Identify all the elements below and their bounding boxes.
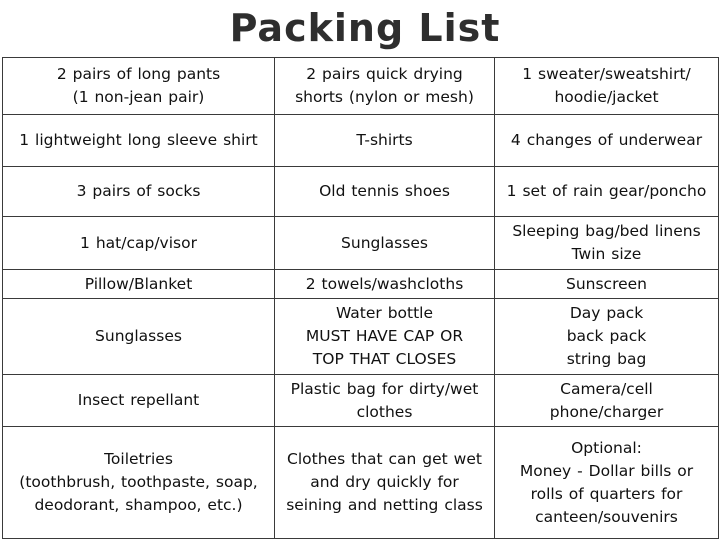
- cell-line: shorts (nylon or mesh): [295, 88, 474, 106]
- table-row: [3, 270, 719, 299]
- table-cell: [275, 58, 495, 115]
- cell-line: Pillow/Blanket: [84, 274, 193, 293]
- cell-line: hoodie/jacket: [554, 88, 659, 106]
- cell-line: canteen/souvenirs: [535, 507, 678, 526]
- cell-line: T-shirts: [356, 131, 413, 149]
- table-row: [3, 299, 719, 375]
- table-cell: [3, 115, 275, 167]
- page-title: [0, 6, 720, 50]
- cell-line: Optional:: [571, 438, 642, 457]
- cell-line: (toothbrush, toothpaste, soap,: [19, 473, 258, 491]
- table-cell: [275, 115, 495, 167]
- table-cell: [495, 270, 719, 299]
- table-row: [3, 115, 719, 167]
- packing-list-body: [3, 58, 719, 539]
- table-cell: [3, 217, 275, 270]
- cell-line: 1 sweater/sweatshirt/: [522, 65, 691, 83]
- cell-line: 4 changes of underwear: [510, 131, 703, 149]
- table-cell: [495, 427, 719, 539]
- table-cell: [275, 217, 495, 270]
- packing-list-table: [2, 57, 719, 539]
- table-cell: [495, 115, 719, 167]
- cell-line: phone/charger: [549, 402, 664, 421]
- cell-line: Water bottle: [335, 304, 434, 322]
- cell-line: Day pack: [569, 304, 644, 322]
- table-cell: [3, 427, 275, 539]
- cell-line: Sunglasses: [341, 233, 428, 252]
- cell-line: seining and netting class: [286, 496, 483, 514]
- table-cell: [275, 299, 495, 375]
- table-cell: [495, 217, 719, 270]
- table-cell: [495, 167, 719, 217]
- table-row: [3, 427, 719, 539]
- cell-line: Twin size: [571, 245, 642, 263]
- cell-line: Sunscreen: [565, 274, 647, 293]
- table-cell: [275, 375, 495, 427]
- cell-line: (1 non-jean pair): [72, 88, 205, 106]
- cell-line: 3 pairs of socks: [76, 182, 201, 200]
- table-row: [3, 167, 719, 217]
- cell-line: Plastic bag for dirty/wet: [290, 379, 479, 398]
- cell-line: Old tennis shoes: [319, 182, 450, 200]
- table-cell: [275, 427, 495, 539]
- cell-line: Camera/cell: [560, 379, 653, 398]
- cell-line: clothes: [356, 402, 413, 421]
- table-cell: [3, 270, 275, 299]
- cell-line: deodorant, shampoo, etc.): [34, 496, 243, 514]
- table-cell: [495, 58, 719, 115]
- cell-line: Money - Dollar bills or: [519, 461, 694, 480]
- cell-line: 2 pairs of long pants: [56, 65, 221, 83]
- table-cell: [495, 299, 719, 375]
- cell-line: MUST HAVE CAP OR: [305, 327, 464, 345]
- table-cell: [3, 167, 275, 217]
- table-row: [3, 58, 719, 115]
- cell-line: 1 hat/cap/visor: [80, 233, 197, 252]
- cell-line: 1 set of rain gear/poncho: [506, 182, 707, 200]
- table-cell: [3, 299, 275, 375]
- page-title-text: Packing List: [226, 6, 505, 50]
- cell-line: 1 lightweight long sleeve shirt: [19, 131, 258, 149]
- table-cell: [3, 375, 275, 427]
- cell-line: rolls of quarters for: [530, 484, 683, 503]
- cell-line: Insect repellant: [77, 391, 200, 409]
- cell-line: string bag: [566, 350, 647, 368]
- table-cell: [275, 270, 495, 299]
- cell-line: 2 pairs quick drying: [306, 65, 463, 83]
- table-cell: [495, 375, 719, 427]
- table-cell: [275, 167, 495, 217]
- cell-line: Sleeping bag/bed linens: [512, 222, 701, 240]
- table-cell: [3, 58, 275, 115]
- cell-line: and dry quickly for: [310, 473, 459, 491]
- table-row: [3, 217, 719, 270]
- cell-line: Sunglasses: [95, 327, 182, 345]
- cell-line: Toiletries: [104, 450, 173, 468]
- cell-line: 2 towels/washcloths: [305, 274, 464, 293]
- cell-line: back pack: [566, 327, 647, 345]
- cell-line: Clothes that can get wet: [287, 450, 482, 468]
- cell-line: TOP THAT CLOSES: [312, 350, 457, 368]
- table-row: [3, 375, 719, 427]
